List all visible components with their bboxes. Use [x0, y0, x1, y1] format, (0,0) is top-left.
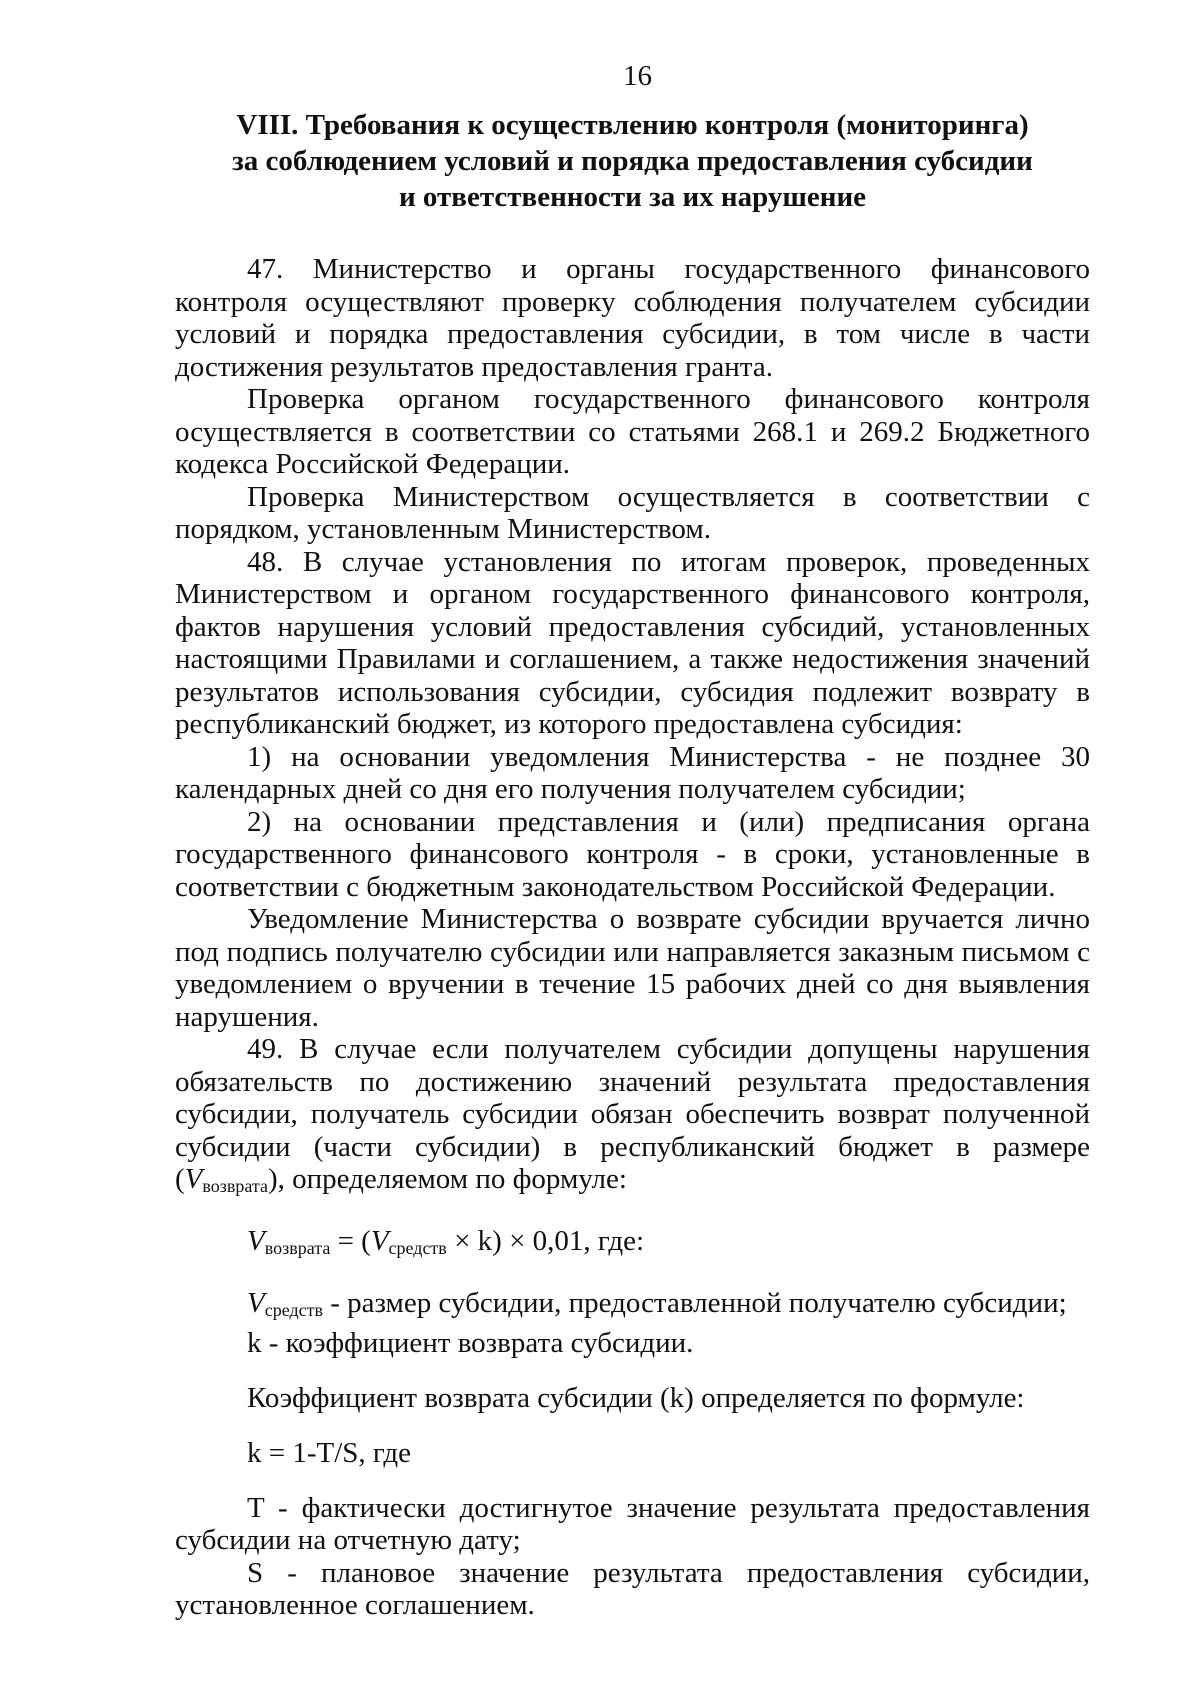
- paragraph-49: [175, 1033, 1090, 1203]
- paragraph-47: 47. Министерство и органы государственного финансового контроля осуществляют проверку соблюдения получателем субсидии условий и порядка предоставления субсидии, в том числе в части достижения результатов предоставления гранта.: [175, 253, 1090, 383]
- formula-v-funds: V: [370, 1224, 389, 1257]
- definition-v-text: - размер субсидии, предоставленной получателю субсидии;: [322, 1286, 1067, 1319]
- paragraph-49-tail: ), определяемом по формуле:: [267, 1163, 627, 1195]
- definition-sub-funds: средств: [264, 1299, 323, 1320]
- t-definition: T - фактически достигнутое значение результата предоставления субсидии на отчетную дату;: [175, 1491, 1090, 1556]
- s-definition: S - плановое значение результата предоставления субсидии, установленное соглашением.: [175, 1556, 1090, 1621]
- paragraph-48-item-2: 2) на основании представления и (или) предписания органа государственного финансового контроля - в сроки, установленные в соответствии с бюджетным законодательством Российской Федерации.: [175, 805, 1090, 903]
- formula-eq: = (: [330, 1224, 371, 1257]
- formula-sub-return: возврата: [264, 1237, 331, 1258]
- paragraph-49-text: 49. В случае если получателем субсидии допущены нарушения обязательств по достижению значений результата предоставления субсидии, получатель субсидии обязан обеспечить возврат полученной субсидии (части субсидии) в республиканский бюджет в размере (: [175, 1033, 1090, 1195]
- paragraph-47-control-body: Проверка органом государственного финансового контроля осуществляется в соответствии со статьями 268.1 и 269.2 Бюджетного кодекса Российской Федерации.: [175, 383, 1090, 480]
- definition-k: k - коэффициент возврата субсидии.: [247, 1326, 694, 1359]
- k-formula: k = 1-T/S, где: [247, 1436, 411, 1469]
- definition-v: V: [247, 1286, 265, 1319]
- paragraph-48-notification: Уведомление Министерства о возврате субсидии вручается лично под подпись получателю субсидии или направляется заказным письмом с уведомлением о вручении в течение 15 рабочих дней со дня выявления нарушения.: [175, 903, 1090, 1033]
- page-number: 16: [623, 60, 652, 92]
- k-intro: Коэффициент возврата субсидии (k) определяется по формуле:: [247, 1381, 1025, 1414]
- v-subscript: возврата: [202, 1176, 268, 1196]
- v-symbol: V: [184, 1163, 203, 1195]
- section-title-line: VIII. Требования к осуществлению контроля (мониторинга): [236, 109, 1029, 141]
- paragraph-47-ministry-check: Проверка Министерством осуществляется в соответствии с порядком, установленным Министерством.: [175, 480, 1090, 545]
- definition-v-funds: [175, 1287, 1090, 1327]
- paragraph-48: 48. В случае установления по итогам проверок, проведенных Министерством и органом государственного финансового контроля, фактов нарушения условий предоставления субсидий, установленных настоящими Правилами и соглашением, а также недостижения значений результатов использования субсидии, субсидия подлежит возврату в республиканский бюджет, из которого предоставлена субсидия:: [175, 545, 1090, 740]
- formula-v: V: [247, 1224, 265, 1257]
- section-title-line: и ответственности за их нарушение: [398, 181, 867, 213]
- paragraph-48-item-1: 1) на основании уведомления Министерства - не позднее 30 календарных дней со дня его получения получателем субсидии;: [175, 740, 1090, 805]
- return-formula: [175, 1225, 1090, 1265]
- section-title-line: за соблюдением условий и порядка предоставления субсидии: [232, 145, 1033, 177]
- section-title: [175, 107, 1090, 215]
- formula-mult: × k) × 0,01, где:: [446, 1224, 645, 1257]
- formula-sub-funds: средств: [388, 1237, 447, 1258]
